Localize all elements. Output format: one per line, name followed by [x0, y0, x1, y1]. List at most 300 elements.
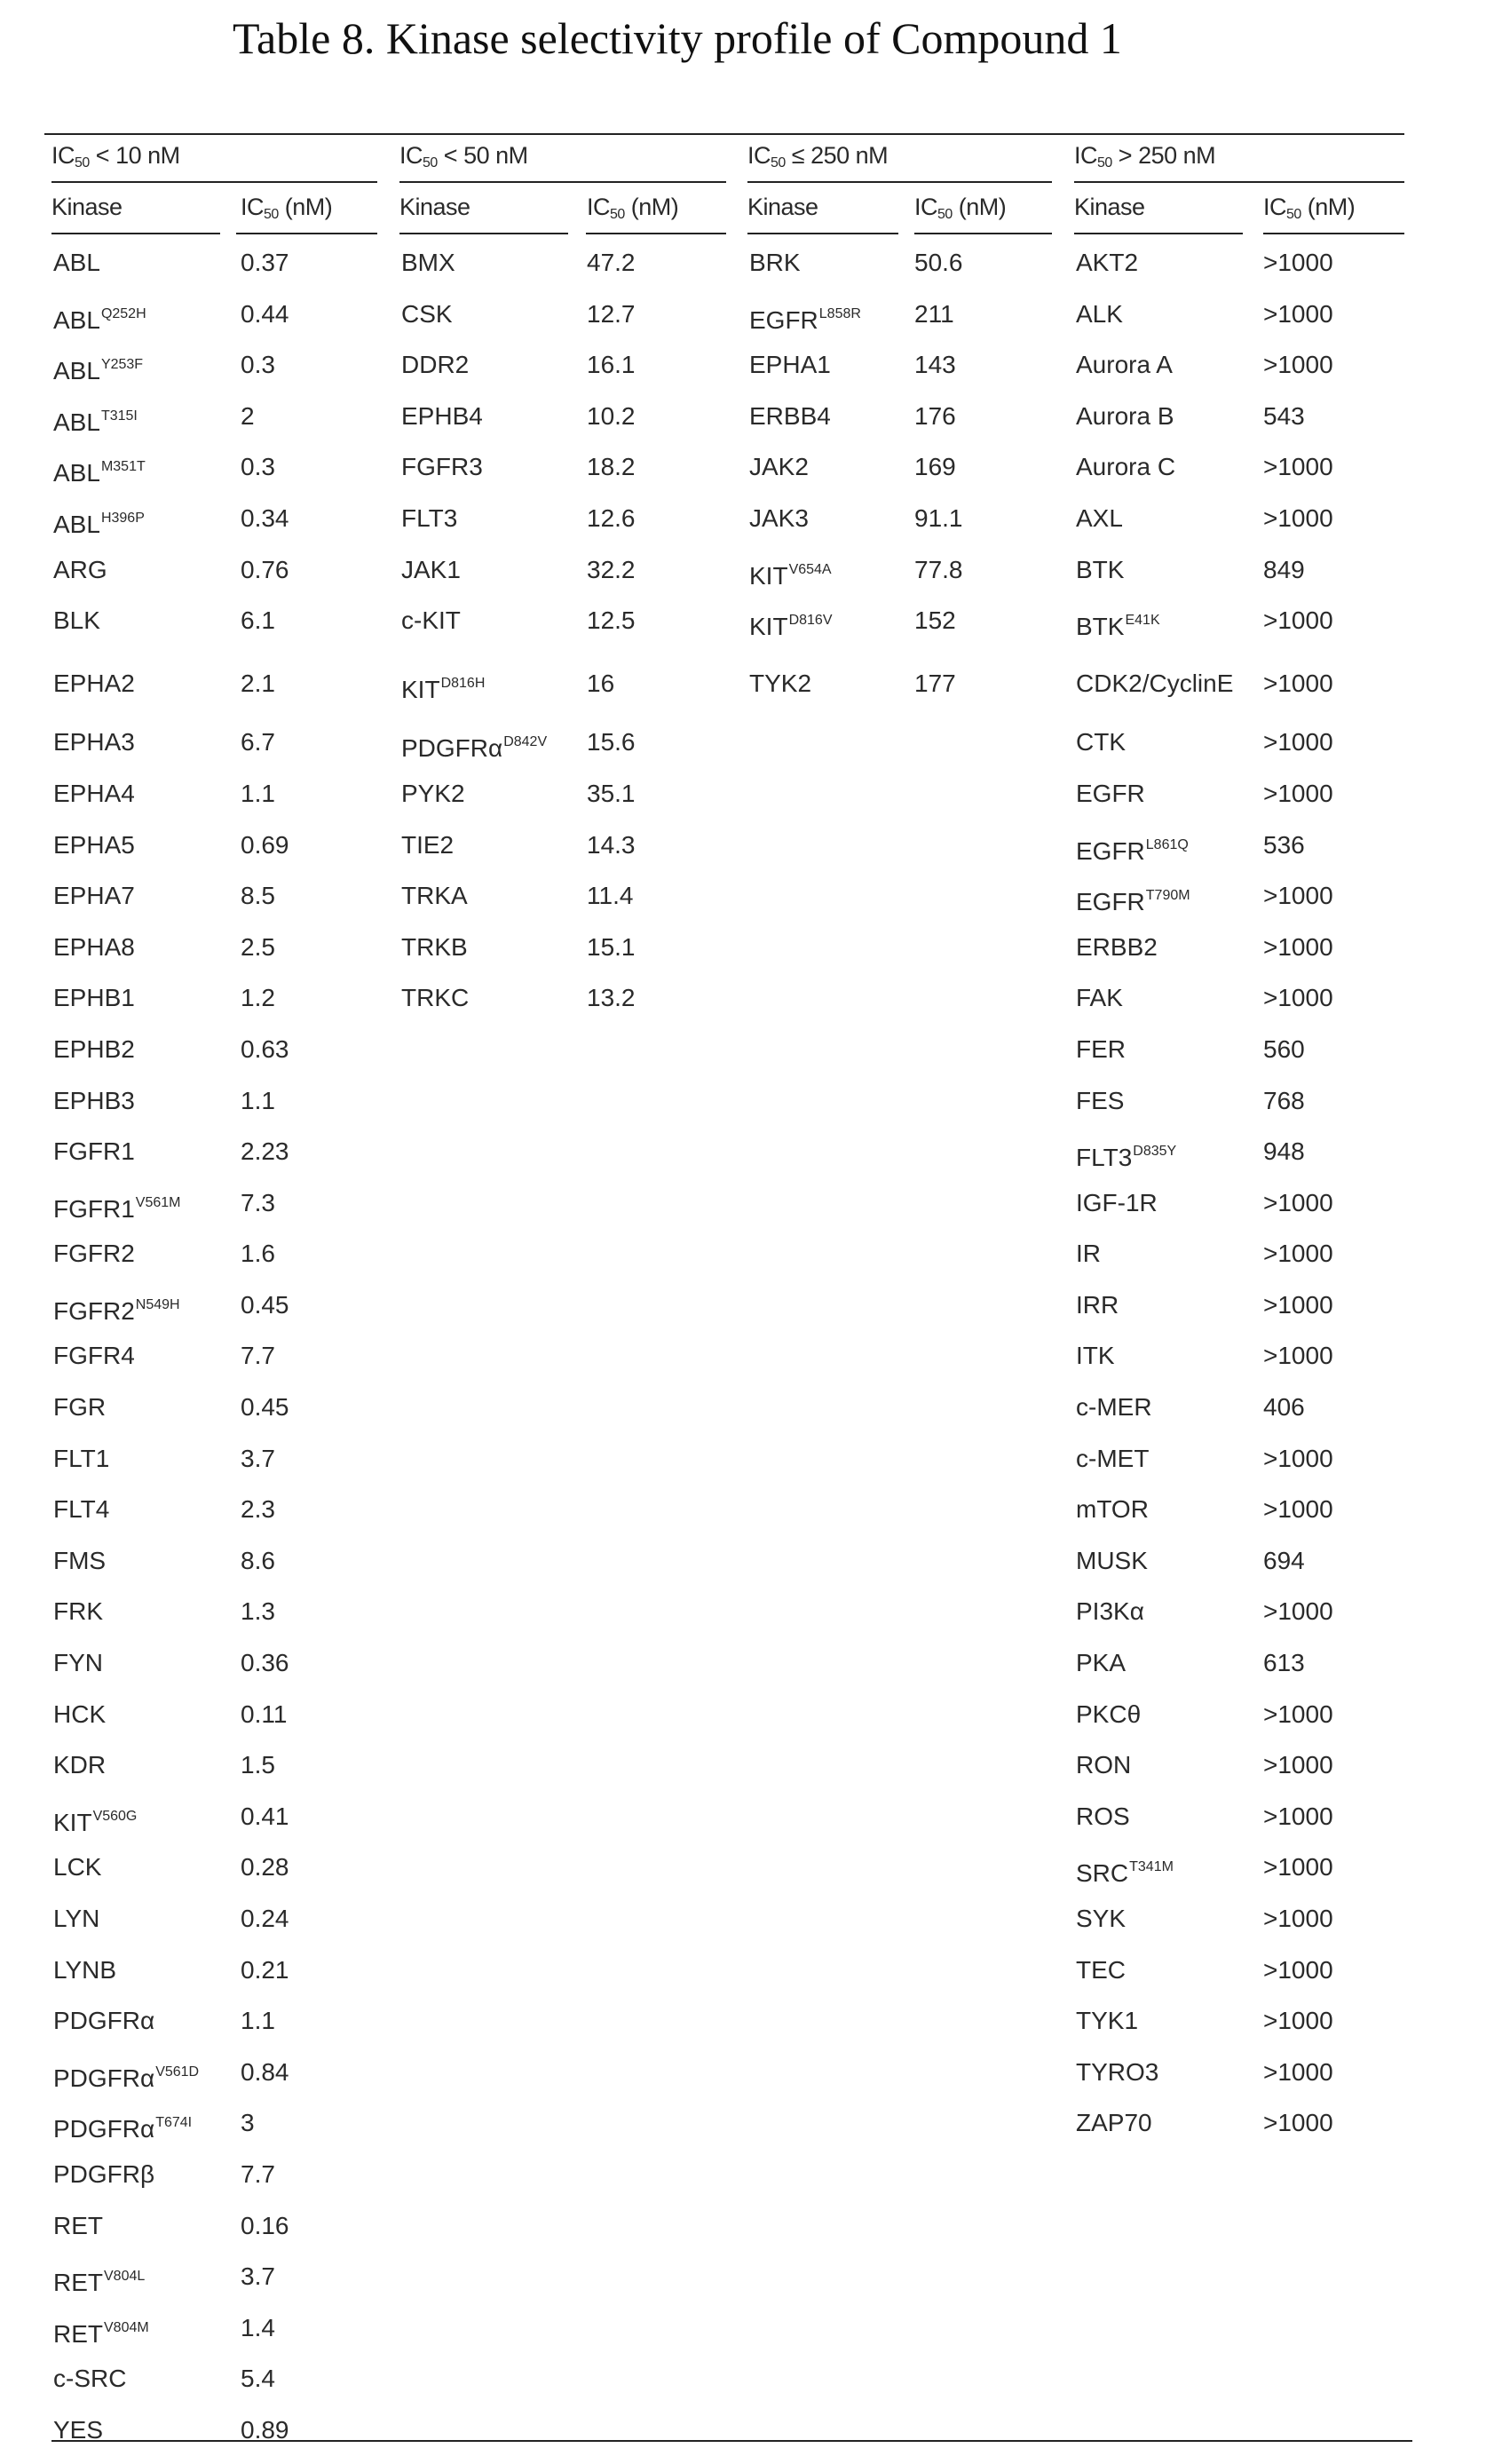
group-header-rule [747, 181, 1052, 183]
kinase-label: Aurora A [1076, 351, 1173, 378]
kinase-name [53, 1390, 106, 1425]
kinase-name [1076, 1953, 1126, 1988]
kinase-label: RET [53, 2269, 103, 2296]
kinase-column-header: Kinase [1074, 194, 1145, 221]
mutation-superscript: V654A [789, 562, 832, 577]
ic50-value: 1.1 [241, 2003, 275, 2039]
kinase-name [53, 603, 100, 638]
ic50-value: >1000 [1263, 297, 1333, 332]
kinase-name [1076, 878, 1190, 920]
kinase-name [401, 501, 457, 536]
kinase-label: c-MET [1076, 1445, 1149, 1472]
ic50-value: 0.69 [241, 828, 289, 863]
ic50-value: 1.3 [241, 1594, 275, 1629]
kinase-name [1076, 1645, 1126, 1681]
ic50-value: 6.7 [241, 725, 275, 760]
kinase-label: JAK3 [749, 504, 809, 532]
ic50-value: >1000 [1263, 245, 1333, 281]
kinase-label: FLT4 [53, 1495, 109, 1523]
kinase-name [53, 2105, 192, 2147]
mutation-superscript: Q252H [101, 306, 146, 321]
kinase-label: Aurora C [1076, 453, 1175, 480]
kinase-header-rule [51, 233, 220, 234]
kinase-name [1076, 1850, 1174, 1891]
ic50-value: 0.45 [241, 1287, 289, 1323]
kinase-name [53, 666, 135, 701]
kinase-label: Aurora B [1076, 402, 1174, 430]
ic50-value: 2.3 [241, 1492, 275, 1527]
kinase-name [1076, 245, 1138, 281]
kinase-label: EGFR [1076, 780, 1145, 807]
kinase-header-rule [1074, 233, 1243, 234]
ic50-value: 3.7 [241, 2259, 275, 2294]
kinase-name [53, 1901, 99, 1937]
ic50-value: 0.24 [241, 1901, 289, 1937]
ic50-value: 16.1 [587, 347, 636, 383]
kinase-name [53, 1543, 106, 1579]
ic50-value: 91.1 [914, 501, 963, 536]
kinase-label: FGFR3 [401, 453, 483, 480]
ic50-value: >1000 [1263, 1287, 1333, 1323]
ic50-value: 12.7 [587, 297, 636, 332]
ic50-value: 143 [914, 347, 956, 383]
kinase-label: IRR [1076, 1291, 1119, 1319]
kinase-name [53, 2361, 126, 2397]
ic-prefix: IC [587, 194, 610, 220]
ic50-value: 7.3 [241, 1185, 275, 1221]
ic-prefix: IC [399, 142, 423, 169]
kinase-name [749, 449, 809, 485]
kinase-label: FLT3 [401, 504, 457, 532]
kinase-name [53, 1850, 101, 1885]
ic50-value: >1000 [1263, 666, 1333, 701]
kinase-name [401, 245, 455, 281]
kinase-name [401, 828, 454, 863]
kinase-name [53, 2310, 149, 2352]
mutation-superscript: V560G [93, 1809, 138, 1824]
kinase-name [53, 245, 100, 281]
mutation-superscript: E41K [1125, 613, 1159, 628]
kinase-label: TYK1 [1076, 2007, 1138, 2034]
mutation-superscript: Y253F [101, 357, 143, 372]
kinase-name [749, 297, 861, 338]
ic50-value: 768 [1263, 1083, 1305, 1119]
kinase-label: FGFR1 [53, 1137, 135, 1165]
kinase-label: ABL [53, 408, 100, 436]
kinase-label: EPHB3 [53, 1087, 135, 1114]
kinase-name [1076, 1543, 1148, 1579]
kinase-name [53, 501, 145, 543]
kinase-label: PDGFRα [53, 2115, 154, 2143]
kinase-name [53, 878, 135, 914]
kinase-label: KIT [401, 676, 440, 703]
ic50-value: 0.45 [241, 1390, 289, 1425]
ic50-value: 0.34 [241, 501, 289, 536]
ic50-value: 543 [1263, 399, 1305, 434]
group-header [51, 142, 180, 171]
mutation-superscript: D835Y [1133, 1144, 1176, 1159]
ic50-value: >1000 [1263, 878, 1333, 914]
kinase-name [1076, 666, 1233, 701]
kinase-name [1076, 1236, 1101, 1272]
kinase-name [749, 245, 801, 281]
kinase-label: LYN [53, 1905, 99, 1932]
ic50-value: 15.6 [587, 725, 636, 760]
ic50-value: 177 [914, 666, 956, 701]
kinase-name [401, 878, 468, 914]
kinase-column-header: Kinase [51, 194, 123, 221]
mutation-superscript: T341M [1129, 1859, 1174, 1874]
ic50-value: 2.23 [241, 1134, 289, 1169]
kinase-label: PYK2 [401, 780, 465, 807]
kinase-label: IR [1076, 1240, 1101, 1267]
kinase-name [401, 666, 485, 708]
kinase-label: SRC [1076, 1859, 1128, 1887]
kinase-name [53, 347, 143, 389]
ic50-value: 35.1 [587, 776, 636, 812]
ic50-value: 77.8 [914, 552, 963, 588]
kinase-name [1076, 1697, 1141, 1732]
ic50-value: 6.1 [241, 603, 275, 638]
kinase-header-rule [399, 233, 568, 234]
ic50-value: >1000 [1263, 1338, 1333, 1374]
ic50-value: 536 [1263, 828, 1305, 863]
ic50-value: 849 [1263, 552, 1305, 588]
mutation-superscript: V804M [104, 2320, 149, 2335]
kinase-name [1076, 552, 1124, 588]
kinase-label: FMS [53, 1547, 106, 1574]
kinase-label: FGFR1 [53, 1195, 135, 1223]
kinase-label: RON [1076, 1751, 1131, 1779]
kinase-name [53, 1287, 180, 1329]
kinase-label: BTK [1076, 556, 1124, 583]
kinase-label: LCK [53, 1853, 101, 1881]
ic-prefix: IC [1074, 142, 1097, 169]
ic50-column-header [914, 194, 1006, 223]
kinase-label: EPHA8 [53, 933, 135, 961]
ic50-header-rule [586, 233, 726, 234]
ic50-value: 0.76 [241, 552, 289, 588]
kinase-label: ABL [53, 249, 100, 276]
kinase-name [53, 725, 135, 760]
kinase-name [1076, 1134, 1176, 1176]
kinase-label: TYRO3 [1076, 2058, 1158, 2086]
kinase-name [53, 1185, 180, 1227]
ic50-value: >1000 [1263, 725, 1333, 760]
ic50-value: 3 [241, 2105, 255, 2141]
kinase-label: FAK [1076, 984, 1123, 1011]
kinase-label: RET [53, 2212, 103, 2239]
kinase-name [401, 930, 468, 965]
ic50-value: 0.21 [241, 1953, 289, 1988]
kinase-name [1076, 930, 1158, 965]
kinase-name [53, 399, 138, 440]
ic50-value: 2.1 [241, 666, 275, 701]
kinase-name [1076, 2055, 1158, 2090]
kinase-label: EPHA7 [53, 882, 135, 909]
ic50-column-header [587, 194, 678, 223]
kinase-label: ERBB2 [1076, 933, 1158, 961]
kinase-name [1076, 501, 1123, 536]
kinase-name [53, 552, 107, 588]
kinase-label: AKT2 [1076, 249, 1138, 276]
kinase-label: FGFR4 [53, 1342, 135, 1369]
ic50-value: 7.7 [241, 2157, 275, 2192]
ic50-value: 1.6 [241, 1236, 275, 1272]
ic50-value: 2 [241, 399, 255, 434]
ic50-value: >1000 [1263, 1492, 1333, 1527]
kinase-name [53, 1083, 135, 1119]
kinase-label: BMX [401, 249, 455, 276]
kinase-label: JAK2 [749, 453, 809, 480]
kinase-label: TYK2 [749, 669, 811, 697]
ic50-value: 50.6 [914, 245, 963, 281]
ic50-value: 8.5 [241, 878, 275, 914]
ic50-value: 948 [1263, 1134, 1305, 1169]
kinase-name [749, 501, 809, 536]
kinase-label: ZAP70 [1076, 2109, 1152, 2136]
kinase-label: PDGFRα [53, 2007, 154, 2034]
ic50-value: 12.5 [587, 603, 636, 638]
kinase-label: KIT [53, 1809, 92, 1836]
kinase-label: EPHA5 [53, 831, 135, 859]
kinase-label: MUSK [1076, 1547, 1148, 1574]
kinase-name [1076, 1185, 1158, 1221]
kinase-name [53, 1953, 116, 1988]
group-header [747, 142, 888, 171]
mutation-superscript: T315I [101, 408, 138, 424]
kinase-name [53, 2413, 103, 2448]
kinase-label: KIT [749, 562, 788, 590]
ic50-value: 32.2 [587, 552, 636, 588]
kinase-name [1076, 2105, 1152, 2141]
table-title: Table 8. Kinase selectivity profile of Compound 1 [0, 12, 1510, 64]
kinase-name [1076, 828, 1189, 869]
kinase-label: YES [53, 2416, 103, 2444]
ic50-value: 169 [914, 449, 956, 485]
ic-suffix: < 10 nM [90, 142, 180, 169]
kinase-name [1076, 725, 1126, 760]
kinase-name [53, 1645, 103, 1681]
kinase-name [1076, 1390, 1152, 1425]
mutation-superscript: D842V [503, 734, 547, 749]
kinase-header-rule [747, 233, 898, 234]
kinase-column-header: Kinase [399, 194, 470, 221]
kinase-name [749, 347, 831, 383]
ic50-value: 406 [1263, 1390, 1305, 1425]
kinase-label: TRKC [401, 984, 469, 1011]
kinase-name [749, 603, 832, 645]
ic50-value: 1.4 [241, 2310, 275, 2346]
kinase-label: IGF-1R [1076, 1189, 1158, 1216]
kinase-label: ABL [53, 306, 100, 334]
ic50-value: 47.2 [587, 245, 636, 281]
kinase-name [1076, 1747, 1131, 1783]
ic50-value: >1000 [1263, 980, 1333, 1016]
ic50-value: >1000 [1263, 1236, 1333, 1272]
ic-suffix: > 250 nM [1112, 142, 1215, 169]
kinase-label: EPHA3 [53, 728, 135, 756]
kinase-label: RET [53, 2320, 103, 2348]
kinase-label: CSK [401, 300, 453, 328]
kinase-name [53, 776, 135, 812]
kinase-name [1076, 347, 1173, 383]
ic50-value: 176 [914, 399, 956, 434]
mutation-superscript: V561D [155, 2064, 199, 2080]
ic50-value: >1000 [1263, 347, 1333, 383]
kinase-name [1076, 1799, 1130, 1834]
kinase-name [1076, 1083, 1124, 1119]
kinase-label: BRK [749, 249, 801, 276]
ic50-value: >1000 [1263, 2003, 1333, 2039]
kinase-label: ABL [53, 459, 100, 487]
ic-prefix: IC [51, 142, 75, 169]
ic50-header-rule [236, 233, 377, 234]
kinase-label: EPHB2 [53, 1035, 135, 1063]
kinase-name [1076, 399, 1174, 434]
kinase-column-header: Kinase [747, 194, 818, 221]
kinase-name [1076, 2003, 1138, 2039]
mutation-superscript: D816H [441, 676, 486, 691]
kinase-label: EPHB4 [401, 402, 483, 430]
kinase-name [401, 347, 469, 383]
group-header [1074, 142, 1215, 171]
kinase-name [1076, 776, 1145, 812]
ic50-value: 1.2 [241, 980, 275, 1016]
kinase-label: c-SRC [53, 2365, 126, 2392]
kinase-label: HCK [53, 1700, 106, 1728]
ic50-value: >1000 [1263, 1697, 1333, 1732]
ic50-value: 0.37 [241, 245, 289, 281]
kinase-name [401, 776, 465, 812]
ic-subscript: 50 [610, 207, 625, 222]
kinase-label: FRK [53, 1597, 103, 1625]
kinase-name [749, 399, 831, 434]
kinase-name [1076, 1901, 1126, 1937]
mutation-superscript: V804L [104, 2269, 145, 2284]
ic50-value: 560 [1263, 1032, 1305, 1067]
kinase-name [53, 930, 135, 965]
ic50-value: 12.6 [587, 501, 636, 536]
kinase-name [53, 1492, 109, 1527]
kinase-label: EGFR [1076, 837, 1145, 865]
kinase-name [749, 552, 832, 594]
kinase-name [1076, 603, 1160, 645]
kinase-name [53, 1799, 137, 1841]
kinase-label: LYNB [53, 1956, 116, 1984]
kinase-name [53, 1594, 103, 1629]
kinase-name [1076, 1441, 1149, 1477]
kinase-label: FGFR2 [53, 1240, 135, 1267]
kinase-name [53, 449, 146, 491]
ic50-value: 16 [587, 666, 614, 701]
kinase-label: PDGFRβ [53, 2160, 154, 2188]
kinase-label: KDR [53, 1751, 106, 1779]
mutation-superscript: T790M [1146, 888, 1190, 903]
ic50-value: 0.28 [241, 1850, 289, 1885]
kinase-label: SYK [1076, 1905, 1126, 1932]
ic50-value: >1000 [1263, 1901, 1333, 1937]
ic50-value: 613 [1263, 1645, 1305, 1681]
ic50-header-rule [914, 233, 1052, 234]
group-header-rule [1074, 181, 1404, 183]
kinase-label: FES [1076, 1087, 1124, 1114]
ic50-value: 0.3 [241, 347, 275, 383]
kinase-name [401, 725, 547, 766]
kinase-name [53, 2259, 145, 2301]
kinase-label: FGFR2 [53, 1297, 135, 1325]
kinase-name [1076, 980, 1123, 1016]
kinase-name [1076, 449, 1175, 485]
kinase-name [53, 1697, 106, 1732]
ic50-value: 0.11 [241, 1697, 287, 1732]
kinase-label: ALK [1076, 300, 1123, 328]
ic50-value: 2.5 [241, 930, 275, 965]
kinase-label: FGR [53, 1393, 106, 1421]
ic-prefix: IC [241, 194, 264, 220]
ic50-value: >1000 [1263, 1850, 1333, 1885]
ic50-value: >1000 [1263, 1441, 1333, 1477]
ic-prefix: IC [914, 194, 937, 220]
ic50-value: 1.1 [241, 776, 275, 812]
kinase-name [53, 828, 135, 863]
kinase-name [401, 449, 483, 485]
kinase-label: ROS [1076, 1802, 1130, 1830]
ic-suffix: (nM) [953, 194, 1007, 220]
ic50-value: >1000 [1263, 1799, 1333, 1834]
ic50-value: 7.7 [241, 1338, 275, 1374]
ic-subscript: 50 [264, 207, 279, 222]
ic50-value: >1000 [1263, 1747, 1333, 1783]
kinase-name [53, 1032, 135, 1067]
ic50-value: >1000 [1263, 776, 1333, 812]
kinase-label: EGFR [749, 306, 818, 334]
kinase-name [401, 399, 483, 434]
ic50-value: 8.6 [241, 1543, 275, 1579]
kinase-label: AXL [1076, 504, 1123, 532]
kinase-label: DDR2 [401, 351, 469, 378]
ic50-column-header [1263, 194, 1355, 223]
kinase-label: CTK [1076, 728, 1126, 756]
kinase-name [53, 1747, 106, 1783]
kinase-label: FLT3 [1076, 1144, 1132, 1171]
mutation-superscript: L858R [819, 306, 861, 321]
kinase-name [53, 1236, 135, 1272]
kinase-name [53, 2003, 154, 2039]
ic-suffix: < 50 nM [438, 142, 528, 169]
kinase-label: FLT1 [53, 1445, 109, 1472]
mutation-superscript: H396P [101, 511, 145, 526]
kinase-label: KIT [749, 613, 788, 640]
ic50-value: 0.84 [241, 2055, 289, 2090]
kinase-name [1076, 1032, 1126, 1067]
ic50-value: 3.7 [241, 1441, 275, 1477]
mutation-superscript: M351T [101, 459, 146, 474]
kinase-label: ITK [1076, 1342, 1115, 1369]
ic50-value: 13.2 [587, 980, 636, 1016]
kinase-label: ABL [53, 511, 100, 538]
ic50-value: 0.89 [241, 2413, 289, 2448]
ic50-value: 10.2 [587, 399, 636, 434]
ic50-value: 0.16 [241, 2208, 289, 2244]
kinase-name [53, 1134, 135, 1169]
kinase-label: mTOR [1076, 1495, 1149, 1523]
kinase-label: c-KIT [401, 606, 461, 634]
kinase-label: TEC [1076, 1956, 1126, 1984]
ic50-value: 0.36 [241, 1645, 289, 1681]
kinase-label: EGFR [1076, 888, 1145, 915]
ic50-value: >1000 [1263, 603, 1333, 638]
